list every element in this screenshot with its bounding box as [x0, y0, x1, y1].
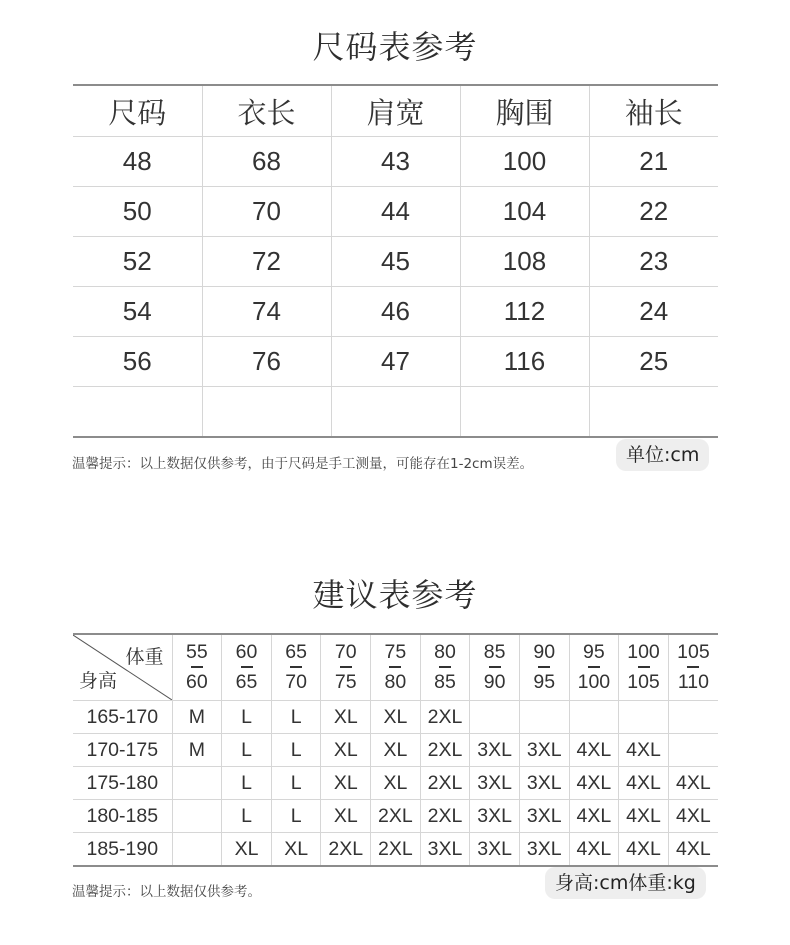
weight-range-max: 100	[577, 671, 611, 693]
weight-range-header-cell	[222, 634, 272, 701]
size-table-cell: 50	[73, 187, 202, 237]
recommended-size-cell: 3XL	[519, 734, 569, 767]
height-range-cell: 185-190	[73, 833, 172, 867]
recommended-size-cell	[668, 701, 718, 734]
size-table-cell	[202, 387, 331, 438]
range-dash	[687, 666, 699, 668]
recommended-size-cell: L	[222, 734, 272, 767]
range-dash	[340, 666, 352, 668]
recommended-size-cell: 3XL	[470, 767, 520, 800]
size-table-cell: 54	[73, 287, 202, 337]
size-table-cell: 48	[73, 137, 202, 187]
recommended-size-cell: L	[222, 800, 272, 833]
weight-range-header-cell	[569, 634, 619, 701]
range-dash	[638, 666, 650, 668]
recommended-size-cell	[470, 701, 520, 734]
size-table-cell: 44	[331, 187, 460, 237]
recommended-size-cell: L	[222, 767, 272, 800]
weight-range-max: 95	[533, 671, 556, 693]
height-range-cell: 170-175	[73, 734, 172, 767]
size-table-row	[73, 387, 718, 438]
range-dash	[389, 666, 401, 668]
weight-range-header-cell	[668, 634, 718, 701]
recommended-size-cell: XL	[222, 833, 272, 867]
corner-header-cell	[73, 634, 172, 701]
recommended-size-cell: 4XL	[619, 767, 669, 800]
weight-range-min: 60	[235, 640, 258, 663]
recommended-size-cell: 3XL	[519, 833, 569, 867]
size-table-cell: 45	[331, 237, 460, 287]
recommend-table-row	[73, 800, 718, 833]
recommended-size-cell: XL	[371, 767, 421, 800]
recommended-size-cell: M	[172, 701, 222, 734]
recommended-size-cell: 3XL	[470, 800, 520, 833]
weight-range-max: 90	[483, 671, 506, 693]
weight-range-header-cell	[619, 634, 669, 701]
size-chart-title: 尺码表参考	[312, 28, 478, 66]
recommended-size-cell: 4XL	[668, 833, 718, 867]
recommend-table-row	[73, 767, 718, 800]
weight-range-min: 70	[334, 640, 357, 663]
size-table-cell: 104	[460, 187, 589, 237]
weight-range-max: 70	[285, 671, 307, 693]
size-table-cell: 68	[202, 137, 331, 187]
recommended-size-cell	[668, 734, 718, 767]
size-table-cell: 76	[202, 337, 331, 387]
range-dash	[290, 666, 302, 668]
recommended-size-cell: 3XL	[470, 833, 520, 867]
size-table-cell: 72	[202, 237, 331, 287]
weight-range-min: 80	[434, 640, 456, 663]
range-dash	[588, 666, 600, 668]
recommended-size-cell: 3XL	[420, 833, 470, 867]
weight-range-max: 65	[235, 671, 258, 693]
recommended-size-cell	[569, 701, 619, 734]
recommended-size-cell: L	[271, 734, 321, 767]
recommended-size-cell: XL	[271, 833, 321, 867]
recommended-size-cell: L	[222, 701, 272, 734]
weight-range-header-cell	[271, 634, 321, 701]
recommend-table-row	[73, 734, 718, 767]
recommended-size-cell: 4XL	[569, 767, 619, 800]
weight-range-header-cell	[420, 634, 470, 701]
recommended-size-cell: 2XL	[420, 701, 470, 734]
size-table-cell: 70	[202, 187, 331, 237]
recommended-size-cell	[619, 701, 669, 734]
recommended-size-cell: 2XL	[420, 734, 470, 767]
recommended-size-cell: XL	[321, 734, 371, 767]
size-table-cell: 100	[460, 137, 589, 187]
size-table-row	[73, 137, 718, 187]
size-header-cell: 袖长	[589, 85, 718, 137]
size-table-row	[73, 187, 718, 237]
size-table-cell: 25	[589, 337, 718, 387]
corner-weight-label: 体重	[125, 646, 164, 668]
weight-range-min: 85	[483, 640, 506, 663]
size-table-cell	[589, 387, 718, 438]
size-table-cell: 52	[73, 237, 202, 287]
size-header-cell: 尺码	[73, 85, 202, 137]
weight-range-header-cell	[470, 634, 520, 701]
size-table-cell: 74	[202, 287, 331, 337]
recommended-size-cell: 2XL	[371, 833, 421, 867]
weight-range-min: 90	[533, 640, 556, 663]
recommended-size-cell: 2XL	[420, 800, 470, 833]
recommended-size-cell: L	[271, 701, 321, 734]
recommended-size-cell: 4XL	[569, 734, 619, 767]
recommended-size-cell: XL	[321, 800, 371, 833]
range-dash	[191, 666, 203, 668]
size-chart-note: 温馨提示：以上数据仅供参考，由于尺码是手工测量，可能存在1-2cm误差。	[72, 456, 534, 472]
size-table-cell: 23	[589, 237, 718, 287]
recommended-size-cell: 4XL	[569, 833, 619, 867]
size-header-cell: 衣长	[202, 85, 331, 137]
size-table-cell: 21	[589, 137, 718, 187]
size-table-cell: 116	[460, 337, 589, 387]
size-table-cell	[460, 387, 589, 438]
weight-range-header-cell	[172, 634, 222, 701]
range-dash	[439, 666, 451, 668]
recommended-size-cell: XL	[371, 701, 421, 734]
recommended-size-cell: 2XL	[420, 767, 470, 800]
recommended-size-cell: 3XL	[519, 800, 569, 833]
recommended-size-cell: L	[271, 767, 321, 800]
weight-range-max: 105	[627, 671, 660, 693]
size-chart-table	[73, 84, 718, 438]
recommended-size-cell: 4XL	[619, 734, 669, 767]
weight-range-max: 85	[434, 671, 456, 693]
recommended-size-cell: 2XL	[321, 833, 371, 867]
recommended-size-cell: 4XL	[668, 800, 718, 833]
size-table-cell: 112	[460, 287, 589, 337]
recommended-size-cell	[172, 800, 222, 833]
recommended-size-cell: XL	[321, 767, 371, 800]
size-table-cell: 108	[460, 237, 589, 287]
height-range-cell: 165-170	[73, 701, 172, 734]
size-header-cell: 胸围	[460, 85, 589, 137]
size-table-row	[73, 287, 718, 337]
weight-range-min: 100	[627, 640, 660, 663]
recommend-table-row	[73, 701, 718, 734]
weight-range-min: 105	[677, 640, 710, 663]
recommended-size-cell	[172, 767, 222, 800]
weight-range-max: 80	[384, 671, 407, 693]
size-table-row	[73, 337, 718, 387]
weight-range-header-cell	[371, 634, 421, 701]
recommended-size-cell: XL	[371, 734, 421, 767]
size-table-cell: 43	[331, 137, 460, 187]
recommend-table-row	[73, 833, 718, 867]
recommended-size-cell: 3XL	[519, 767, 569, 800]
weight-range-max: 60	[186, 671, 208, 693]
size-table-cell	[331, 387, 460, 438]
recommended-size-cell: L	[271, 800, 321, 833]
size-header-cell: 肩宽	[331, 85, 460, 137]
recommended-size-cell: XL	[321, 701, 371, 734]
weight-range-max: 110	[677, 671, 709, 693]
recommend-chart-table	[73, 633, 718, 867]
range-dash	[489, 666, 501, 668]
recommend-chart-title: 建议表参考	[312, 576, 478, 614]
recommended-size-cell: 4XL	[619, 800, 669, 833]
corner-height-label: 身高	[79, 670, 118, 692]
recommended-size-cell	[519, 701, 569, 734]
weight-range-max: 75	[334, 671, 357, 693]
recommended-size-cell: 3XL	[470, 734, 520, 767]
height-range-cell: 175-180	[73, 767, 172, 800]
size-table-cell: 22	[589, 187, 718, 237]
size-table-cell: 46	[331, 287, 460, 337]
range-dash	[241, 666, 253, 668]
range-dash	[538, 666, 550, 668]
height-range-cell: 180-185	[73, 800, 172, 833]
size-chart-unit-badge: 单位:cm	[616, 439, 709, 471]
recommended-size-cell: 4XL	[569, 800, 619, 833]
recommend-chart-note: 温馨提示：以上数据仅供参考。	[72, 884, 261, 900]
size-table-cell: 47	[331, 337, 460, 387]
recommend-chart-unit-badge: 身高:cm体重:kg	[545, 867, 706, 899]
recommend-chart-header-row	[73, 634, 718, 701]
size-table-cell: 24	[589, 287, 718, 337]
size-chart-header-row	[73, 85, 718, 137]
recommended-size-cell: 4XL	[619, 833, 669, 867]
weight-range-header-cell	[321, 634, 371, 701]
size-table-cell	[73, 387, 202, 438]
recommended-size-cell	[172, 833, 222, 867]
recommended-size-cell: M	[172, 734, 222, 767]
weight-range-min: 65	[285, 640, 307, 663]
size-table-cell: 56	[73, 337, 202, 387]
weight-range-min: 95	[583, 640, 605, 663]
weight-range-min: 55	[186, 640, 208, 663]
recommended-size-cell: 2XL	[371, 800, 421, 833]
weight-range-min: 75	[384, 640, 407, 663]
size-table-row	[73, 237, 718, 287]
recommended-size-cell: 4XL	[668, 767, 718, 800]
weight-range-header-cell	[519, 634, 569, 701]
